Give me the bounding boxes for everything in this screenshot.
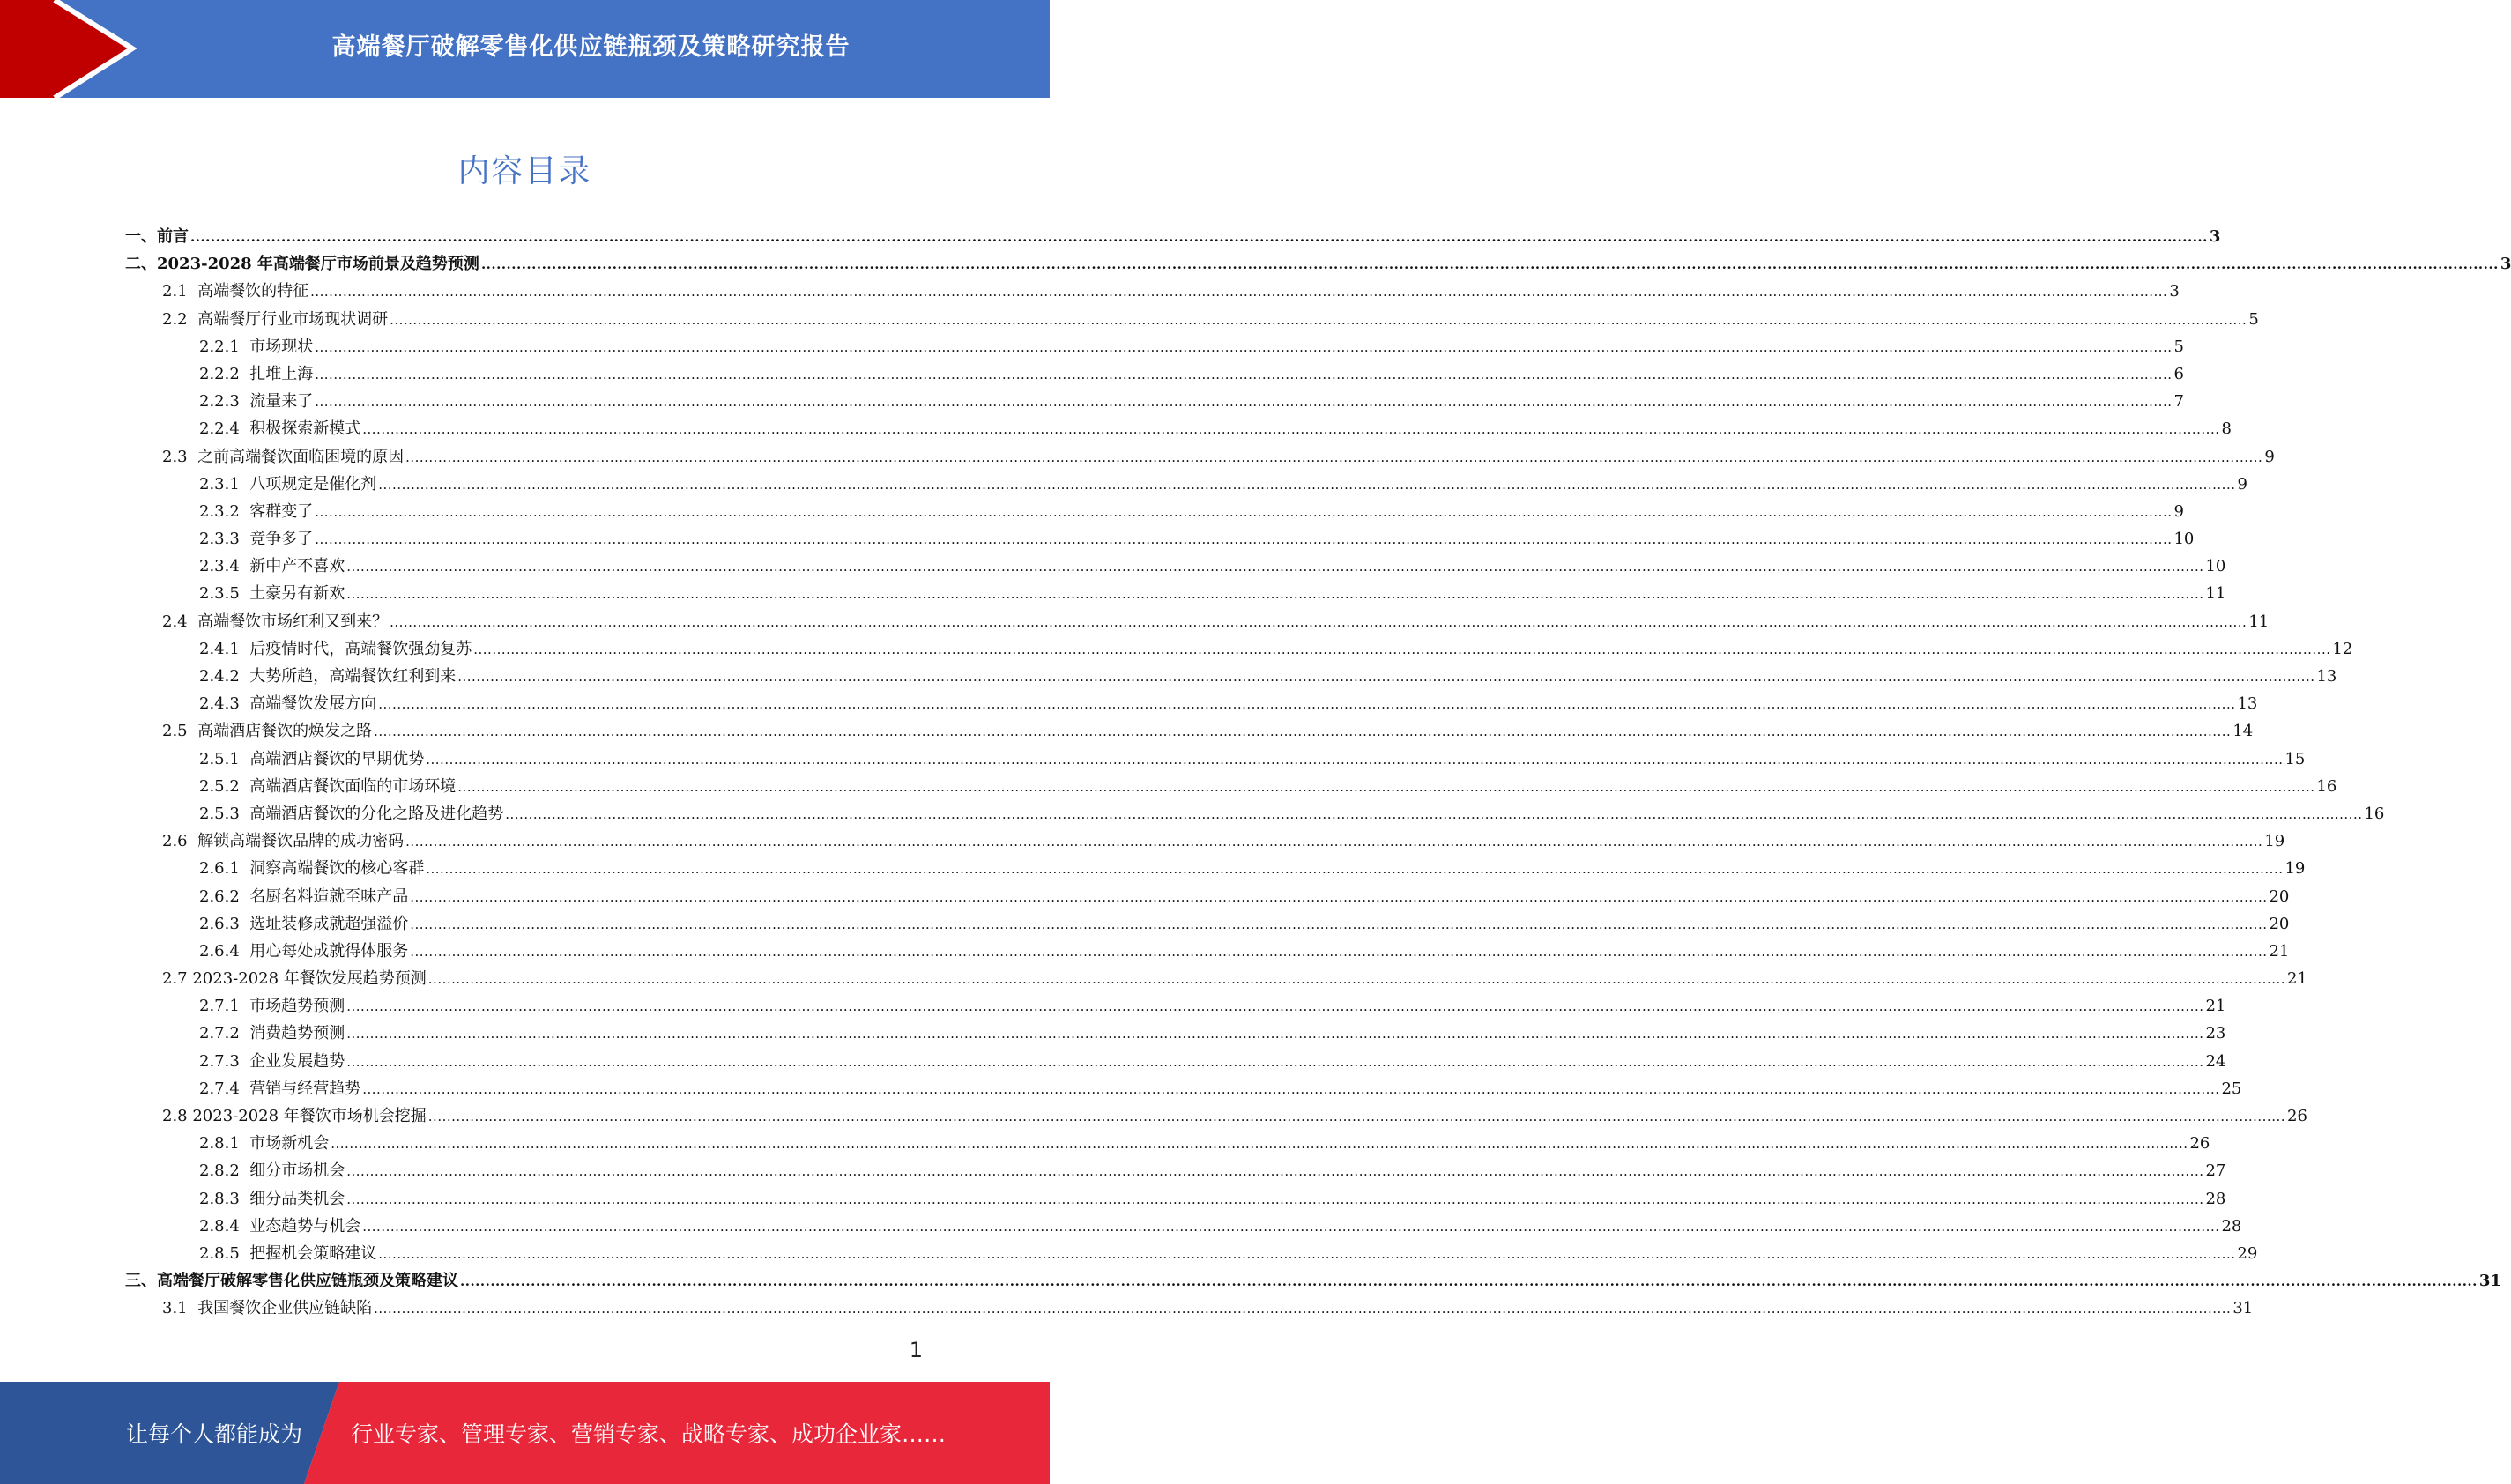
toc-dot-leader: ................................................................................................................................................................................................................................................................................................................................................................................................................ (310, 284, 2168, 301)
toc-entry-title: 新中产不喜欢 (249, 557, 345, 576)
toc-entry-title: 细分市场机会 (249, 1161, 345, 1181)
toc-entry-page: 31 (2232, 1299, 2254, 1318)
toc-entry-page: 5 (2173, 337, 2184, 356)
toc-entry-page: 19 (2284, 859, 2306, 879)
toc-entry-page: 21 (2205, 997, 2226, 1016)
toc-entry[interactable] (0, 525, 2195, 553)
toc-entry-title: 业态趋势与机会 (249, 1216, 361, 1235)
toc-entry-title: 市场趋势预测 (249, 997, 345, 1016)
toc-entry-page: 3 (2500, 255, 2511, 274)
toc-entry[interactable] (0, 827, 2285, 855)
toc-entry[interactable] (0, 1075, 2242, 1102)
toc-entry[interactable] (0, 965, 2307, 992)
toc-entry-number: 2.7.4 (199, 1079, 250, 1098)
toc-entry-title: 营销与经营趋势 (249, 1079, 361, 1098)
toc-dot-leader: ................................................................................................................................................................................................................................................................................................................................................................................................................ (426, 861, 2284, 878)
toc-entry-title: 消费趋势预测 (249, 1024, 345, 1043)
toc-entry-number: 2.5.2 (199, 776, 250, 796)
toc-entry-title: 高端餐饮市场红利又到来？ (197, 612, 389, 631)
toc-entry-title: 高端酒店餐饮的分化之路及进化趋势 (249, 804, 504, 823)
toc-entry-title: 高端餐饮发展方向 (249, 694, 377, 714)
toc-entry-number: 2.8.4 (199, 1216, 250, 1235)
toc-dot-leader: ................................................................................................................................................................................................................................................................................................................................................................................................................ (410, 888, 2268, 905)
toc-entry-title: 竞争多了 (249, 530, 314, 549)
toc-dot-leader: ................................................................................................................................................................................................................................................................................................................................................................................................................ (378, 696, 2236, 713)
toc-entry-page: 16 (2364, 804, 2385, 823)
toc-entry-page: 11 (2248, 612, 2270, 631)
toc-entry-number: 2.7.2 (199, 1024, 250, 1043)
toc-entry[interactable] (0, 1267, 2501, 1295)
toc-entry-title: 高端餐饮的特征 (197, 282, 309, 301)
toc-entry-page: 8 (2221, 419, 2232, 439)
toc-entry-title: 积极探索新模式 (249, 419, 361, 439)
toc-entry-page: 26 (2287, 1107, 2307, 1125)
toc-entry-title: 2023-2028 年高端餐厅市场前景及趋势预测 (157, 255, 479, 274)
toc-entry[interactable] (0, 1130, 2210, 1157)
footer-slogan-left: 让每个人都能成为 (126, 1421, 303, 1447)
toc-entry-page: 13 (2316, 667, 2337, 686)
toc-entry-number: 2.8.2 (199, 1161, 250, 1181)
toc-entry-number: 2.6.2 (199, 887, 250, 906)
toc-dot-leader: ................................................................................................................................................................................................................................................................................................................................................................................................................ (362, 421, 2220, 438)
toc-entry-title: 高端酒店餐饮的早期优势 (249, 749, 425, 768)
toc-entry[interactable] (0, 360, 2184, 388)
toc-entry-page: 9 (2264, 447, 2275, 466)
toc-entry-page: 27 (2205, 1161, 2226, 1181)
toc-entry[interactable] (0, 608, 2270, 635)
toc-entry-number: 2.2.4 (199, 419, 250, 439)
toc-entry-title: 之前高端餐饮面临困境的原因 (197, 447, 405, 466)
toc-entry-title: 扎堆上海 (249, 364, 314, 383)
toc-dot-leader: ................................................................................................................................................................................................................................................................................................................................................................................................................ (480, 256, 2499, 273)
toc-entry-page: 3 (2169, 282, 2180, 301)
toc-entry-number: 2.2 (162, 309, 198, 329)
toc-entry-title: 把握机会策略建议 (249, 1243, 377, 1263)
table-of-contents (0, 223, 2511, 1323)
toc-entry-page: 13 (2237, 694, 2258, 714)
toc-entry-number: 2.4.1 (199, 639, 250, 658)
toc-dot-leader: ................................................................................................................................................................................................................................................................................................................................................................................................................ (427, 1109, 2286, 1124)
toc-entry-page: 26 (2189, 1134, 2210, 1154)
toc-entry-number: 2.2.1 (199, 337, 250, 356)
toc-dot-leader: ................................................................................................................................................................................................................................................................................................................................................................................................................ (346, 559, 2204, 575)
toc-entry[interactable] (0, 635, 2353, 663)
toc-entry[interactable] (0, 443, 2275, 471)
toc-dot-leader: ................................................................................................................................................................................................................................................................................................................................................................................................................ (346, 998, 2204, 1015)
toc-entry-page: 21 (2269, 941, 2290, 961)
toc-entry-number: 2.3.2 (199, 501, 250, 521)
toc-entry[interactable] (0, 498, 2184, 525)
toc-entry[interactable] (0, 910, 2290, 938)
toc-entry-title: 我国餐饮企业供应链缺陷 (197, 1299, 373, 1318)
toc-entry-number: 2.6.4 (199, 941, 250, 961)
toc-entry[interactable] (0, 1020, 2226, 1047)
toc-entry-title: 选址装修成就超强溢价 (249, 914, 409, 933)
toc-dot-leader: ................................................................................................................................................................................................................................................................................................................................................................................................................ (315, 531, 2173, 548)
toc-dot-leader: ................................................................................................................................................................................................................................................................................................................................................................................................................ (460, 1273, 2478, 1290)
toc-entry[interactable] (0, 800, 2385, 827)
toc-entry[interactable] (0, 690, 2258, 717)
toc-entry-title: 高端酒店餐饮的焕发之路 (197, 722, 373, 741)
toc-dot-leader: ................................................................................................................................................................................................................................................................................................................................................................................................................ (346, 586, 2204, 603)
toc-entry-page: 20 (2269, 887, 2290, 906)
toc-entry-title: 客群变了 (249, 501, 314, 521)
toc-dot-leader: ................................................................................................................................................................................................................................................................................................................................................................................................................ (427, 971, 2286, 988)
toc-dot-leader: ................................................................................................................................................................................................................................................................................................................................................................................................................ (374, 723, 2232, 740)
toc-dot-leader: ................................................................................................................................................................................................................................................................................................................................................................................................................ (362, 1218, 2220, 1235)
toc-entry-page: 28 (2221, 1216, 2242, 1235)
toc-entry-number: 2.2.3 (199, 392, 250, 412)
toc-dot-leader: ................................................................................................................................................................................................................................................................................................................................................................................................................ (390, 311, 2247, 328)
toc-entry-page: 31 (2478, 1272, 2501, 1291)
toc-dot-leader: ................................................................................................................................................................................................................................................................................................................................................................................................................ (346, 1191, 2204, 1207)
toc-entry-number: 2.4.2 (199, 667, 250, 686)
toc-dot-leader: ................................................................................................................................................................................................................................................................................................................................................................................................................ (426, 751, 2284, 768)
toc-entry-title: 市场新机会 (249, 1134, 330, 1154)
toc-entry-page: 29 (2237, 1243, 2258, 1263)
toc-entry[interactable] (0, 1240, 2258, 1267)
toc-entry-title: 后疫情时代，高端餐饮强劲复苏 (249, 639, 472, 658)
header-title: 高端餐厅破解零售化供应链瓶颈及策略研究报告 (331, 33, 851, 61)
toc-entry[interactable] (0, 883, 2290, 910)
toc-entry[interactable] (0, 580, 2226, 607)
toc-entry-page: 11 (2205, 584, 2226, 604)
toc-entry-page: 19 (2264, 832, 2285, 851)
toc-entry-page: 16 (2316, 776, 2337, 796)
toc-entry-page: 21 (2287, 969, 2307, 989)
toc-entry[interactable] (0, 1102, 2307, 1130)
toc-entry-number: 2.6 (162, 832, 198, 851)
toc-entry[interactable] (0, 717, 2254, 745)
toc-dot-leader: ................................................................................................................................................................................................................................................................................................................................................................................................................ (346, 1163, 2204, 1180)
toc-dot-leader: ................................................................................................................................................................................................................................................................................................................................................................................................................ (390, 613, 2247, 630)
toc-entry-title: 2023-2028 年餐饮市场机会挖掘 (192, 1107, 427, 1125)
toc-entry[interactable] (0, 663, 2337, 690)
toc-dot-leader: ................................................................................................................................................................................................................................................................................................................................................................................................................ (346, 1026, 2204, 1043)
toc-entry[interactable] (0, 471, 2247, 498)
toc-entry-title: 流量来了 (249, 392, 314, 412)
toc-entry-page: 23 (2205, 1024, 2226, 1043)
toc-entry[interactable] (0, 415, 2232, 442)
toc-entry-title: 高端餐厅行业市场现状调研 (197, 309, 389, 329)
toc-entry-number: 2.3.1 (199, 474, 250, 493)
toc-entry-number: 二、 (125, 255, 157, 274)
toc-dot-leader: ................................................................................................................................................................................................................................................................................................................................................................................................................ (405, 449, 2263, 465)
toc-entry-title: 解锁高端餐饮品牌的成功密码 (197, 832, 405, 851)
toc-entry-number: 2.3.4 (199, 557, 250, 576)
toc-dot-leader: ................................................................................................................................................................................................................................................................................................................................................................................................................ (315, 503, 2173, 520)
toc-entry-number: 2.3.5 (199, 584, 250, 604)
toc-entry[interactable] (0, 333, 2184, 360)
toc-entry-page: 9 (2173, 501, 2184, 521)
toc-entry-number: 2.8 (162, 1107, 193, 1125)
toc-entry-number: 2.8.5 (199, 1243, 250, 1263)
toc-entry-page: 3 (2209, 227, 2221, 246)
toc-entry-page: 14 (2232, 722, 2254, 741)
toc-entry-number: 2.3 (162, 447, 198, 466)
toc-entry[interactable] (0, 1185, 2226, 1213)
toc-dot-leader: ................................................................................................................................................................................................................................................................................................................................................................................................................ (190, 229, 2208, 245)
toc-entry-page: 12 (2332, 639, 2353, 658)
header-red-arrow (0, 0, 132, 98)
toc-entry-page: 9 (2237, 474, 2247, 493)
toc-entry-number: 2.8.1 (199, 1134, 250, 1154)
toc-entry-page: 10 (2173, 530, 2195, 549)
toc-entry-number: 2.5.3 (199, 804, 250, 823)
toc-entry[interactable] (0, 938, 2290, 965)
toc-dot-leader: ................................................................................................................................................................................................................................................................................................................................................................................................................ (315, 338, 2173, 355)
toc-entry-title: 前言 (157, 227, 189, 246)
toc-dot-leader: ................................................................................................................................................................................................................................................................................................................................................................................................................ (378, 476, 2236, 493)
toc-entry[interactable] (0, 855, 2306, 882)
toc-entry-title: 高端酒店餐饮面临的市场环境 (249, 776, 457, 796)
toc-entry-title: 细分品类机会 (249, 1189, 345, 1208)
toc-entry-number: 3.1 (162, 1299, 198, 1318)
toc-dot-leader: ................................................................................................................................................................................................................................................................................................................................................................................................................ (410, 916, 2268, 932)
toc-entry-page: 28 (2205, 1189, 2226, 1208)
toc-entry[interactable] (0, 992, 2226, 1020)
toc-entry[interactable] (0, 306, 2259, 333)
toc-dot-leader: ................................................................................................................................................................................................................................................................................................................................................................................................................ (331, 1136, 2188, 1153)
toc-entry[interactable] (0, 1048, 2226, 1075)
toc-dot-leader: ................................................................................................................................................................................................................................................................................................................................................................................................................ (315, 394, 2173, 411)
toc-entry[interactable] (0, 746, 2306, 773)
toc-entry-page: 20 (2269, 914, 2290, 933)
toc-entry-title: 土豪另有新欢 (249, 584, 345, 604)
toc-entry-title: 用心每处成就得体服务 (249, 941, 409, 961)
toc-entry-page: 24 (2205, 1051, 2226, 1071)
toc-entry-title: 市场现状 (249, 337, 314, 356)
toc-entry[interactable] (0, 250, 2511, 278)
toc-dot-leader: ................................................................................................................................................................................................................................................................................................................................................................................................................ (457, 669, 2315, 685)
toc-entry-number: 一、 (125, 227, 157, 246)
toc-entry-title: 洞察高端餐饮的核心客群 (249, 859, 425, 879)
toc-title: 内容目录 (457, 153, 592, 189)
toc-entry-page: 7 (2173, 392, 2184, 412)
toc-entry-number: 2.3.3 (199, 530, 250, 549)
toc-entry[interactable] (0, 1295, 2254, 1322)
toc-entry-number: 2.5.1 (199, 749, 250, 768)
toc-entry-title: 大势所趋，高端餐饮红利到来 (249, 667, 457, 686)
toc-entry-number: 2.7.1 (199, 997, 250, 1016)
toc-entry-number: 2.6.1 (199, 859, 250, 879)
toc-entry[interactable] (0, 278, 2180, 305)
toc-entry[interactable] (0, 223, 2221, 250)
toc-dot-leader: ................................................................................................................................................................................................................................................................................................................................................................................................................ (473, 641, 2331, 657)
footer-slogan-right: 行业专家、管理专家、营销专家、战略专家、成功企业家…… (351, 1421, 947, 1447)
footer-banner (0, 1382, 1050, 1484)
page-number: 1 (909, 1338, 923, 1362)
toc-entry-number: 2.4 (162, 612, 198, 631)
toc-dot-leader: ................................................................................................................................................................................................................................................................................................................................................................................................................ (346, 1053, 2204, 1070)
toc-entry-number: 三、 (125, 1272, 157, 1291)
toc-entry-title: 高端餐厅破解零售化供应链瓶颈及策略建议 (157, 1272, 458, 1291)
toc-dot-leader: ................................................................................................................................................................................................................................................................................................................................................................................................................ (362, 1080, 2220, 1097)
toc-entry-title: 八项规定是催化剂 (249, 474, 377, 493)
toc-entry-page: 5 (2248, 309, 2259, 329)
toc-entry-number: 2.8.3 (199, 1189, 250, 1208)
toc-entry-title: 名厨名料造就至味产品 (249, 887, 409, 906)
toc-dot-leader: ................................................................................................................................................................................................................................................................................................................................................................................................................ (374, 1301, 2232, 1317)
toc-entry-number: 2.2.2 (199, 364, 250, 383)
toc-entry-number: 2.7 (162, 969, 193, 989)
toc-entry[interactable] (0, 388, 2184, 415)
toc-entry-page: 6 (2173, 364, 2184, 383)
toc-entry-page: 15 (2284, 749, 2306, 768)
toc-entry-title: 2023-2028 年餐饮发展趋势预测 (192, 969, 427, 989)
toc-entry-number: 2.5 (162, 722, 198, 741)
toc-dot-leader: ................................................................................................................................................................................................................................................................................................................................................................................................................ (378, 1245, 2236, 1262)
header-banner (0, 0, 1050, 98)
toc-entry-page: 10 (2205, 557, 2226, 576)
toc-entry-number: 2.7.3 (199, 1051, 250, 1071)
toc-dot-leader: ................................................................................................................................................................................................................................................................................................................................................................................................................ (457, 778, 2315, 795)
toc-entry[interactable] (0, 553, 2226, 580)
toc-entry-page: 25 (2221, 1079, 2242, 1098)
toc-dot-leader: ................................................................................................................................................................................................................................................................................................................................................................................................................ (405, 834, 2263, 850)
toc-entry-number: 2.4.3 (199, 694, 250, 714)
toc-entry[interactable] (0, 773, 2337, 800)
toc-dot-leader: ................................................................................................................................................................................................................................................................................................................................................................................................................ (505, 805, 2363, 822)
toc-dot-leader: ................................................................................................................................................................................................................................................................................................................................................................................................................ (315, 366, 2173, 382)
toc-entry-title: 企业发展趋势 (249, 1051, 345, 1071)
toc-dot-leader: ................................................................................................................................................................................................................................................................................................................................................................................................................ (410, 943, 2268, 960)
toc-entry-number: 2.6.3 (199, 914, 250, 933)
toc-entry[interactable] (0, 1213, 2242, 1240)
toc-entry[interactable] (0, 1157, 2226, 1184)
toc-entry-number: 2.1 (162, 282, 198, 301)
